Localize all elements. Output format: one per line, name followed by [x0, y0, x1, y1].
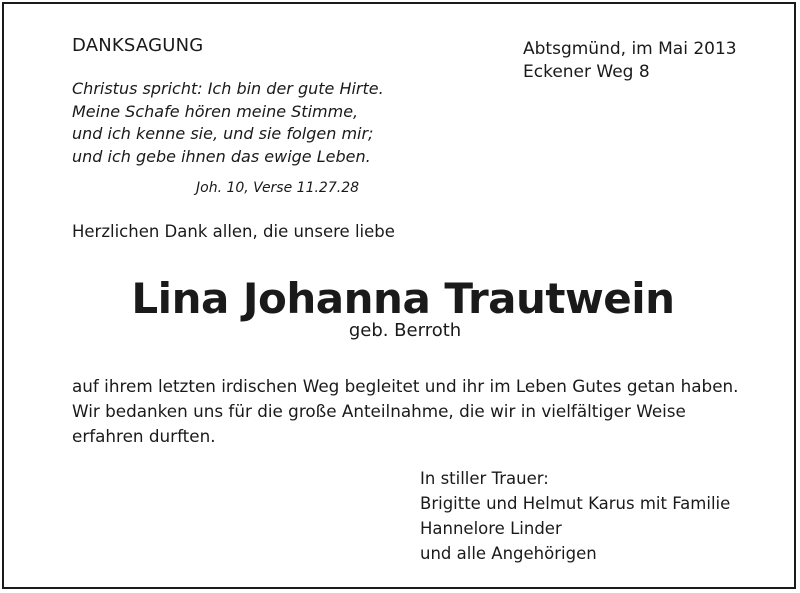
- verse-line: Christus spricht: Ich bin der gute Hirte.: [72, 79, 384, 98]
- signature-line: und alle Angehörigen: [420, 544, 597, 563]
- place-and-address: [523, 38, 737, 84]
- notice-frame: [2, 2, 796, 589]
- address: Eckener Weg 8: [523, 62, 650, 82]
- verse-line: Meine Schafe hören meine Stimme,: [72, 101, 359, 121]
- body-line: auf ihrem letzten irdischen Weg begleitet und ihr im Leben Gutes getan haben.: [72, 376, 739, 396]
- thanks-body: [72, 374, 739, 449]
- deceased-name: Lina Johanna Trautwein: [131, 274, 675, 323]
- body-line: Wir bedanken uns für die große Anteilnahme, die wir in vielfältiger Weise: [72, 401, 686, 421]
- notice-heading: DANKSAGUNG: [72, 35, 204, 56]
- verse-line: und ich kenne sie, und sie folgen mir;: [72, 124, 374, 143]
- verse-reference: Joh. 10, Verse 11.27.28: [196, 180, 360, 196]
- body-line: erfahren durften.: [72, 426, 216, 446]
- verse-line: und ich gebe ihnen das ewige Leben.: [72, 146, 371, 166]
- signature-line: Brigitte und Helmut Karus mit Familie: [420, 494, 731, 513]
- maiden-name: geb. Berroth: [348, 320, 462, 341]
- place-date: Abtsgmünd, im Mai 2013: [523, 39, 737, 59]
- signature-line: In stiller Trauer:: [420, 469, 549, 488]
- signature-line: Hannelore Linder: [420, 519, 562, 538]
- signature-block: [420, 466, 730, 566]
- intro-text: Herzlichen Dank allen, die unsere liebe: [72, 222, 395, 241]
- bible-verse: [72, 78, 384, 168]
